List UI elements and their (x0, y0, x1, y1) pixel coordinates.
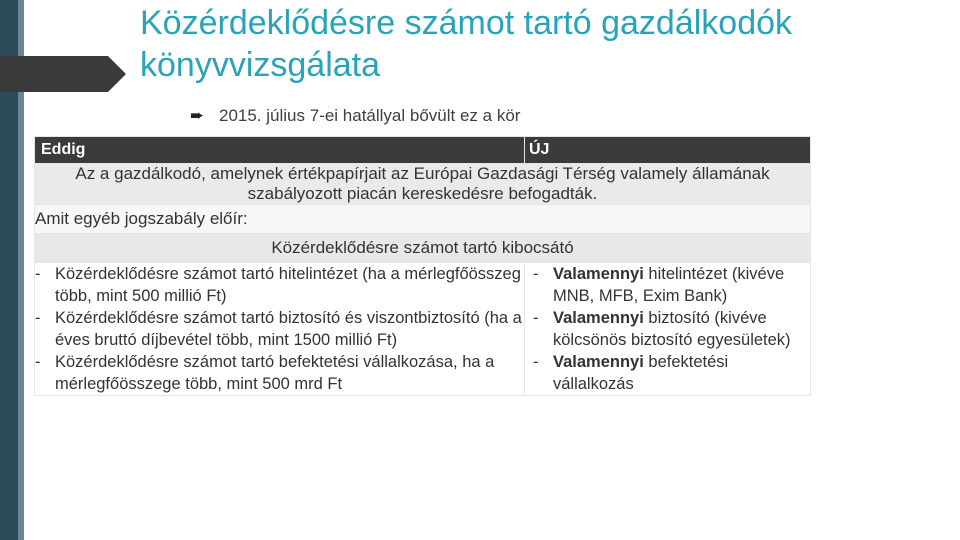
scope-text: Az a gazdálkodó, amelynek értékpapírjait az Európai Gazdasági Térség valamely államának szabályozott piacán kereskedésre befogadták. (35, 164, 811, 205)
list-item: - Valamennyi hitelintézet (kivéve MNB, MFB, Exim Bank) (533, 265, 785, 305)
list-item: - Valamennyi biztosító (kivéve kölcsönös biztosító egyesületek) (533, 309, 791, 349)
header-uj: ÚJ (525, 137, 811, 164)
list-item: - Valamennyi befektetési vállalkozás (533, 353, 729, 393)
list-item: - Közérdeklődésre számot tartó hitelintézet (ha a mérlegfőösszeg több, mint 500 millió Ft) (35, 265, 521, 305)
list-item: - Közérdeklődésre számot tartó biztosító és viszontbiztosító (ha a éves bruttó díjbevétel több, mint 1500 millió Ft) (35, 309, 522, 349)
table-header-row (35, 137, 811, 164)
arrow-bullet-icon: ➨ (190, 106, 205, 125)
bullet-item (190, 106, 520, 126)
list-item: - Közérdeklődésre számot tartó befektetési vállalkozása, ha a mérlegfőösszege több, mint 500 mrd Ft (35, 353, 495, 393)
bullet-text: 2015. július 7-ei hatállyal bővült ez a kör (218, 106, 521, 125)
left-list (35, 263, 525, 396)
scope-row (35, 164, 811, 205)
other-rule-row (35, 205, 811, 234)
lists-row (35, 263, 811, 396)
title-tab-shape (0, 56, 126, 92)
comparison-table (34, 136, 811, 396)
issuer-text: Közérdeklődésre számot tartó kibocsátó (35, 234, 811, 263)
other-rule-text: Amit egyéb jogszabály előír: (35, 205, 811, 234)
header-eddig: Eddig (35, 137, 525, 164)
issuer-row (35, 234, 811, 263)
right-list (525, 263, 811, 396)
slide-title: Közérdeklődésre számot tartó gazdálkodók könyvvizsgálata (140, 4, 793, 84)
